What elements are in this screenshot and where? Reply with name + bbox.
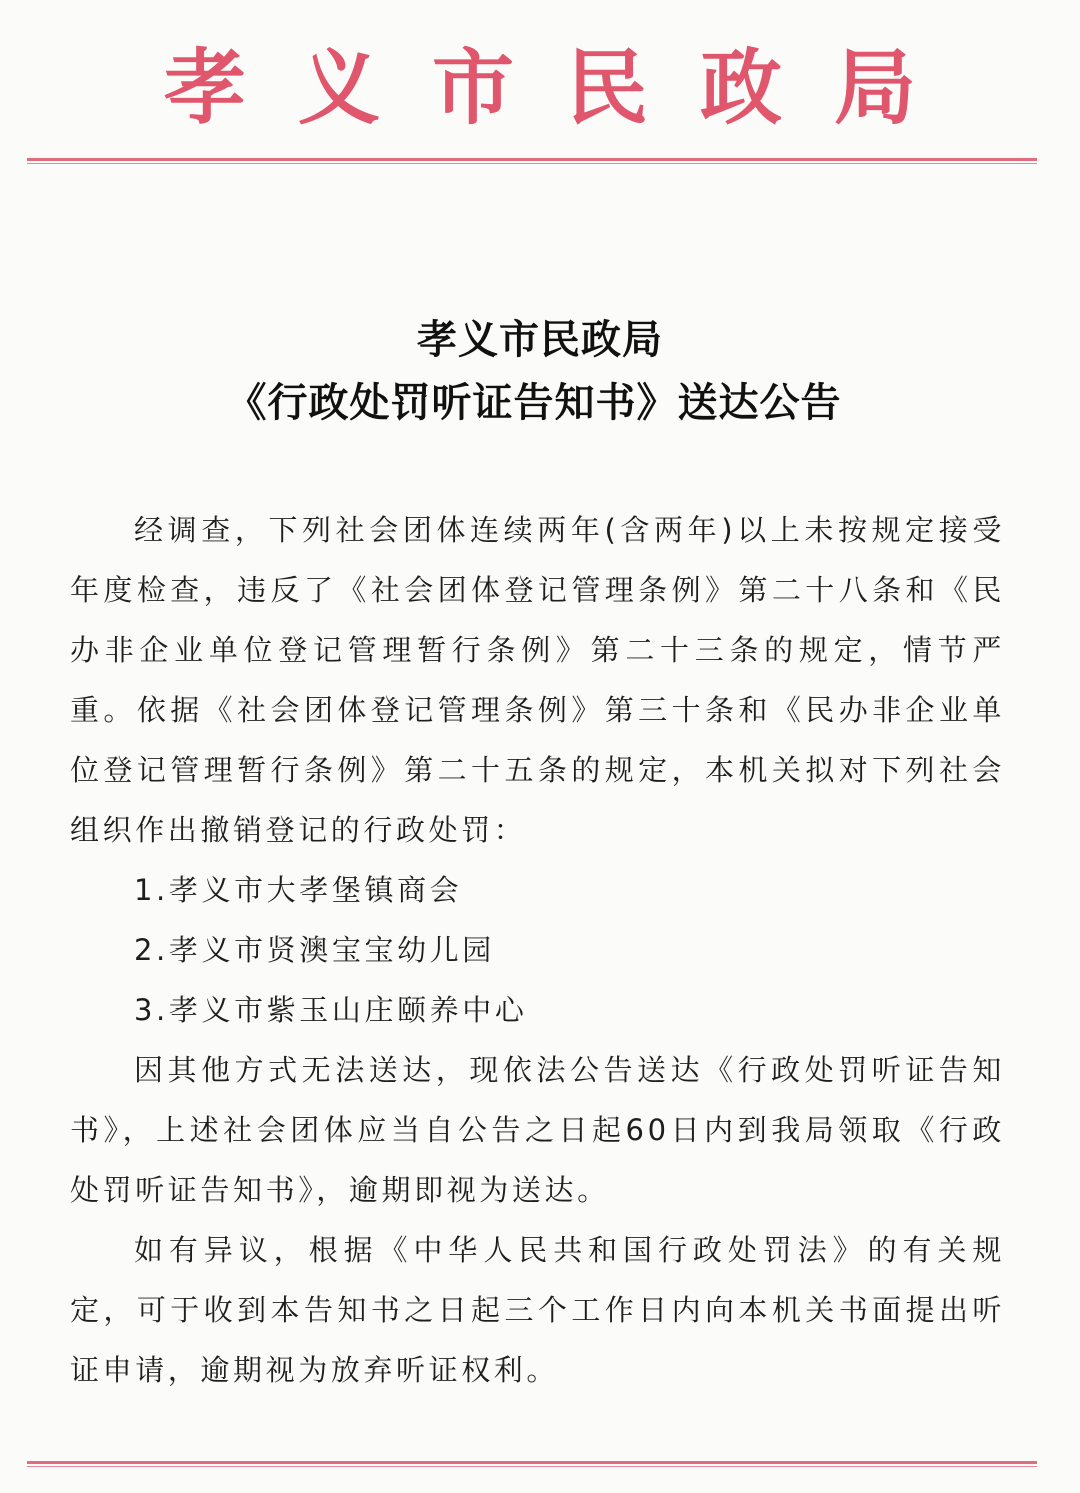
organization-list-item: 2.孝义市贤澳宝宝幼儿园 xyxy=(134,933,495,967)
notice-title-line2: 《行政处罚听证告知书》送达公告 xyxy=(226,379,842,426)
body-paragraph-hearing-rights: 如有异议，根据《中华人民共和国行政处罚法》的有关规定，可于收到本告知书之日起三个工作日内向本机关书面提出听证申请，逾期视为放弃听证权利。 xyxy=(70,1233,1005,1387)
organization-list-item: 3.孝义市紫玉山庄颐养中心 xyxy=(134,993,528,1027)
red-rule-thin-line xyxy=(27,1466,1037,1467)
red-rule-thick-line xyxy=(27,158,1037,161)
body-paragraph-findings: 经调查，下列社会团体连续两年(含两年)以上未按规定接受年度检查，违反了《社会团体登记管理条例》第二十八条和《民办非企业单位登记管理暂行条例》第二十三条的规定，情节严重。依据《社会团体登记管理条例》第三十条和《民办非企业单位登记管理暂行条例》第二十五条的规定，本机关拟对下列社会组织作出撤销登记的行政处罚： xyxy=(70,513,1005,847)
red-rule-thin-line xyxy=(27,163,1037,164)
red-rule-thick-line xyxy=(27,1461,1037,1464)
letterhead-red-rule xyxy=(27,158,1037,165)
body-paragraph-delivery: 因其他方式无法送达，现依法公告送达《行政处罚听证告知书》，上述社会团体应当自公告之日起60日内到我局领取《行政处罚听证告知书》，逾期即视为送达。 xyxy=(70,1053,1005,1207)
organization-list-item: 1.孝义市大孝堡镇商会 xyxy=(134,873,463,907)
footer-red-rule xyxy=(27,1461,1037,1468)
notice-body xyxy=(70,500,1005,1400)
letterhead-org-name: 孝义市民政局 xyxy=(163,40,968,136)
notice-title-line1: 孝义市民政局 xyxy=(417,316,663,363)
letterhead xyxy=(0,38,1080,138)
